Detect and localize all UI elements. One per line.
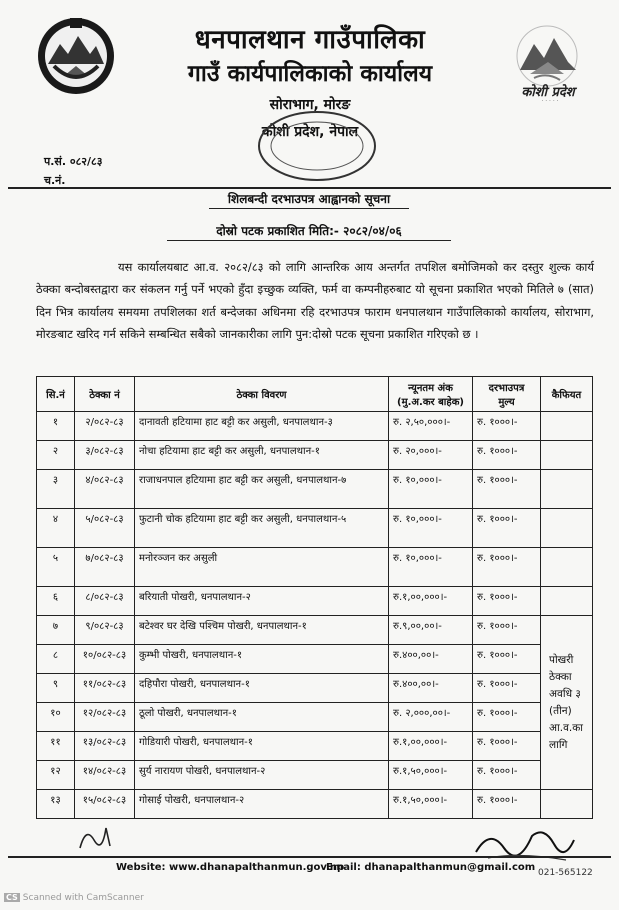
- cell-remarks: [541, 441, 593, 470]
- cell-sn: १२: [37, 761, 75, 790]
- cell-description: दानावती हटियामा हाट बट्टी कर असुली, धनपालथान-३: [135, 412, 389, 441]
- cell-form-price: रु. १०००।-: [473, 703, 541, 732]
- footer-email: Email: dhanapalthanmun@gmail.com: [326, 862, 536, 873]
- cell-sn: ८: [37, 645, 75, 674]
- cell-description: फुटानी चोक हटियामा हाट बट्टी कर असुली, धनपालथान-५: [135, 509, 389, 548]
- cell-sn: ६: [37, 587, 75, 616]
- address-line1: सोराभाग, मोरङ: [269, 97, 351, 113]
- cell-min-amount: रु.१,००,०००।-: [389, 587, 473, 616]
- cell-form-price: रु. १०००।-: [473, 761, 541, 790]
- cell-min-amount: रु.४००,००।-: [389, 645, 473, 674]
- org-name-line1: धनपालथान गाउँपालिका: [194, 25, 426, 55]
- cell-min-amount: रु. १०,०००।-: [389, 548, 473, 587]
- cell-contract-no: २/०८२-८३: [75, 412, 135, 441]
- cell-contract-no: १२/०८२-८३: [75, 703, 135, 732]
- dispatch-number: च.नं.: [44, 174, 66, 187]
- cell-min-amount: रु. २०,०००।-: [389, 441, 473, 470]
- cell-form-price: रु. १०००।-: [473, 587, 541, 616]
- reference-number: प.सं. ०८२/८३: [44, 155, 103, 168]
- cell-description: नोचा हटियामा हाट बट्टी कर असुली, धनपालथान-१: [135, 441, 389, 470]
- footer-phone: 021-565122: [538, 868, 593, 878]
- table-row: [37, 616, 593, 645]
- notice-body: [36, 256, 594, 345]
- cell-contract-no: ७/०८२-८३: [75, 548, 135, 587]
- cell-contract-no: १३/०८२-८३: [75, 732, 135, 761]
- table-row: [37, 441, 593, 470]
- cell-form-price: रु. १०००।-: [473, 412, 541, 441]
- col-header-form-price: [473, 377, 541, 412]
- notice-title: शिलबन्दी दरभाउपत्र आह्वानको सूचना: [209, 190, 409, 209]
- cell-form-price: रु. १०००।-: [473, 674, 541, 703]
- cell-form-price: रु. १०००।-: [473, 441, 541, 470]
- cell-remarks: [541, 790, 593, 819]
- table-row: [37, 645, 593, 674]
- cell-min-amount: रु. २,०००,००।-: [389, 703, 473, 732]
- cell-remarks: [541, 587, 593, 616]
- cell-contract-no: ५/०८२-८३: [75, 509, 135, 548]
- cell-contract-no: ११/०८२-८३: [75, 674, 135, 703]
- cell-form-price: रु. १०००।-: [473, 616, 541, 645]
- cell-remarks: [541, 509, 593, 548]
- cell-form-price: रु. १०००।-: [473, 790, 541, 819]
- cell-sn: १३: [37, 790, 75, 819]
- cell-contract-no: १०/०८२-८३: [75, 645, 135, 674]
- cell-remarks-ponds: पोखरी ठेक्का अवधि ३ (तीन) आ.व.का लागि: [541, 616, 593, 790]
- cell-description: बरियाती पोखरी, धनपालथान-२: [135, 587, 389, 616]
- cell-contract-no: ९/०८२-८३: [75, 616, 135, 645]
- notice-published-date: दोस्रो पटक प्रकाशित मिति:- २०८२/०४/०६: [167, 222, 451, 241]
- address-line2: कोशी प्रदेश, नेपाल: [261, 124, 359, 140]
- footer-divider: [8, 856, 611, 858]
- cell-description: सुर्य नारायण पोखरी, धनपालथान-२: [135, 761, 389, 790]
- table-row: [37, 509, 593, 548]
- cell-remarks: [541, 412, 593, 441]
- cell-contract-no: ८/०८२-८३: [75, 587, 135, 616]
- col-header-sn: सि.नं: [37, 377, 75, 412]
- table-row: [37, 470, 593, 509]
- form-price-header-line2: मुल्य: [498, 397, 515, 408]
- cell-min-amount: रु. १०,०००।-: [389, 509, 473, 548]
- min-amount-header-line1: न्यूनतम अंक: [408, 383, 453, 394]
- cell-form-price: रु. १०००।-: [473, 470, 541, 509]
- cell-sn: १०: [37, 703, 75, 732]
- footer-website: Website: www.dhanapalthanmun.gov.np: [116, 862, 345, 873]
- cell-description: कुम्भी पोखरी, धनपालथान-१: [135, 645, 389, 674]
- cell-form-price: रु. १०००।-: [473, 732, 541, 761]
- col-header-min-amount: [389, 377, 473, 412]
- cell-form-price: रु. १०००।-: [473, 509, 541, 548]
- header-divider: [8, 187, 611, 189]
- province-logo-subtext: · · · · ·: [541, 98, 559, 105]
- cell-description: बटेश्वर घर देखि पश्चिम पोखरी, धनपालथान-१: [135, 616, 389, 645]
- col-header-remarks: कैफियत: [541, 377, 593, 412]
- scanner-watermark: [4, 893, 144, 903]
- form-price-header-line1: दरभाउपत्र: [488, 383, 525, 394]
- table-row: [37, 674, 593, 703]
- cell-remarks: [541, 548, 593, 587]
- cell-sn: ९: [37, 674, 75, 703]
- cell-contract-no: ३/०८२-८३: [75, 441, 135, 470]
- notice-body-text: यस कार्यालयबाट आ.व. २०८२/८३ को लागि आन्तरिक आय अन्तर्गत तपशिल बमोजिमको कर दस्तुर शुल्क कार्य ठेक्का बन्दोबस्तद्वारा कर संकलन गर्नु पर्ने भएको हुँदा इच्छुक व्यक्ति, फर्म वा कम्पनीहरुबाट यो सूचना प्रकाशित भएको मितिले ७ (सात) दिन भित्र कार्यालय समयमा तपशिलका शर्त बन्देजका अधिनमा रहि दरभाउपत्र फाराम धनपालथान गाउँपालिकाको कार्यालय, सोराभाग, मोरङबाट खरिद गर्न सकिने सम्बन्धित सबैको जानकारीका लागि पुन:दोस्रो पटक सूचना प्रकाशित गरिएको छ ।: [36, 260, 594, 341]
- col-header-description: ठेक्का विवरण: [135, 377, 389, 412]
- cell-min-amount: रु.१,००,०००।-: [389, 732, 473, 761]
- cell-sn: ५: [37, 548, 75, 587]
- tender-table: [36, 376, 593, 819]
- cell-min-amount: रु. १०,०००।-: [389, 470, 473, 509]
- province-logo-text: कोशी प्रदेश: [521, 85, 575, 100]
- cell-min-amount: रु.९,००,००।-: [389, 616, 473, 645]
- table-row: [37, 412, 593, 441]
- cell-contract-no: ४/०८२-८३: [75, 470, 135, 509]
- cell-sn: १: [37, 412, 75, 441]
- cell-description: दहिपौरा पोखरी, धनपालथान-१: [135, 674, 389, 703]
- cell-sn: ४: [37, 509, 75, 548]
- cell-contract-no: १५/०८२-८३: [75, 790, 135, 819]
- table-row: [37, 703, 593, 732]
- office-stamp-icon: [252, 106, 382, 186]
- cell-description: गोडियारी पोखरी, धनपालथान-१: [135, 732, 389, 761]
- cell-contract-no: १४/०८२-८३: [75, 761, 135, 790]
- cell-min-amount: रु.१,५०,०००।-: [389, 761, 473, 790]
- scanner-text: Scanned with CamScanner: [22, 893, 144, 903]
- nepal-emblem-logo: [34, 14, 118, 98]
- cell-description: गोसाई पोखरी, धनपालथान-२: [135, 790, 389, 819]
- cell-form-price: रु. १०००।-: [473, 645, 541, 674]
- table-row: [37, 790, 593, 819]
- table-row: [37, 732, 593, 761]
- cell-description: मनोरञ्जन कर असुली: [135, 548, 389, 587]
- cell-min-amount: रु.४००,००।-: [389, 674, 473, 703]
- cell-remarks: [541, 470, 593, 509]
- min-amount-header-line2: (मु.अ.कर बाहेक): [397, 397, 464, 408]
- table-row: [37, 761, 593, 790]
- cell-description: ठूलो पोखरी, धनपालथान-१: [135, 703, 389, 732]
- cell-min-amount: रु. २,५०,०००।-: [389, 412, 473, 441]
- cell-sn: २: [37, 441, 75, 470]
- cell-sn: ३: [37, 470, 75, 509]
- table-header-row: [37, 377, 593, 412]
- camscanner-icon: CS: [6, 893, 18, 902]
- table-row: [37, 587, 593, 616]
- cell-sn: ११: [37, 732, 75, 761]
- col-header-contract-no: ठेक्का नं: [75, 377, 135, 412]
- cell-form-price: रु. १०००।-: [473, 548, 541, 587]
- table-row: [37, 548, 593, 587]
- cell-sn: ७: [37, 616, 75, 645]
- initials-signature: [76, 820, 116, 854]
- cell-min-amount: रु.१,५०,०००।-: [389, 790, 473, 819]
- cell-description: राजाधनपाल हटियामा हाट बट्टी कर असुली, धनपालथान-७: [135, 470, 389, 509]
- org-name-line2: गाउँ कार्यपालिकाको कार्यालय: [187, 60, 433, 87]
